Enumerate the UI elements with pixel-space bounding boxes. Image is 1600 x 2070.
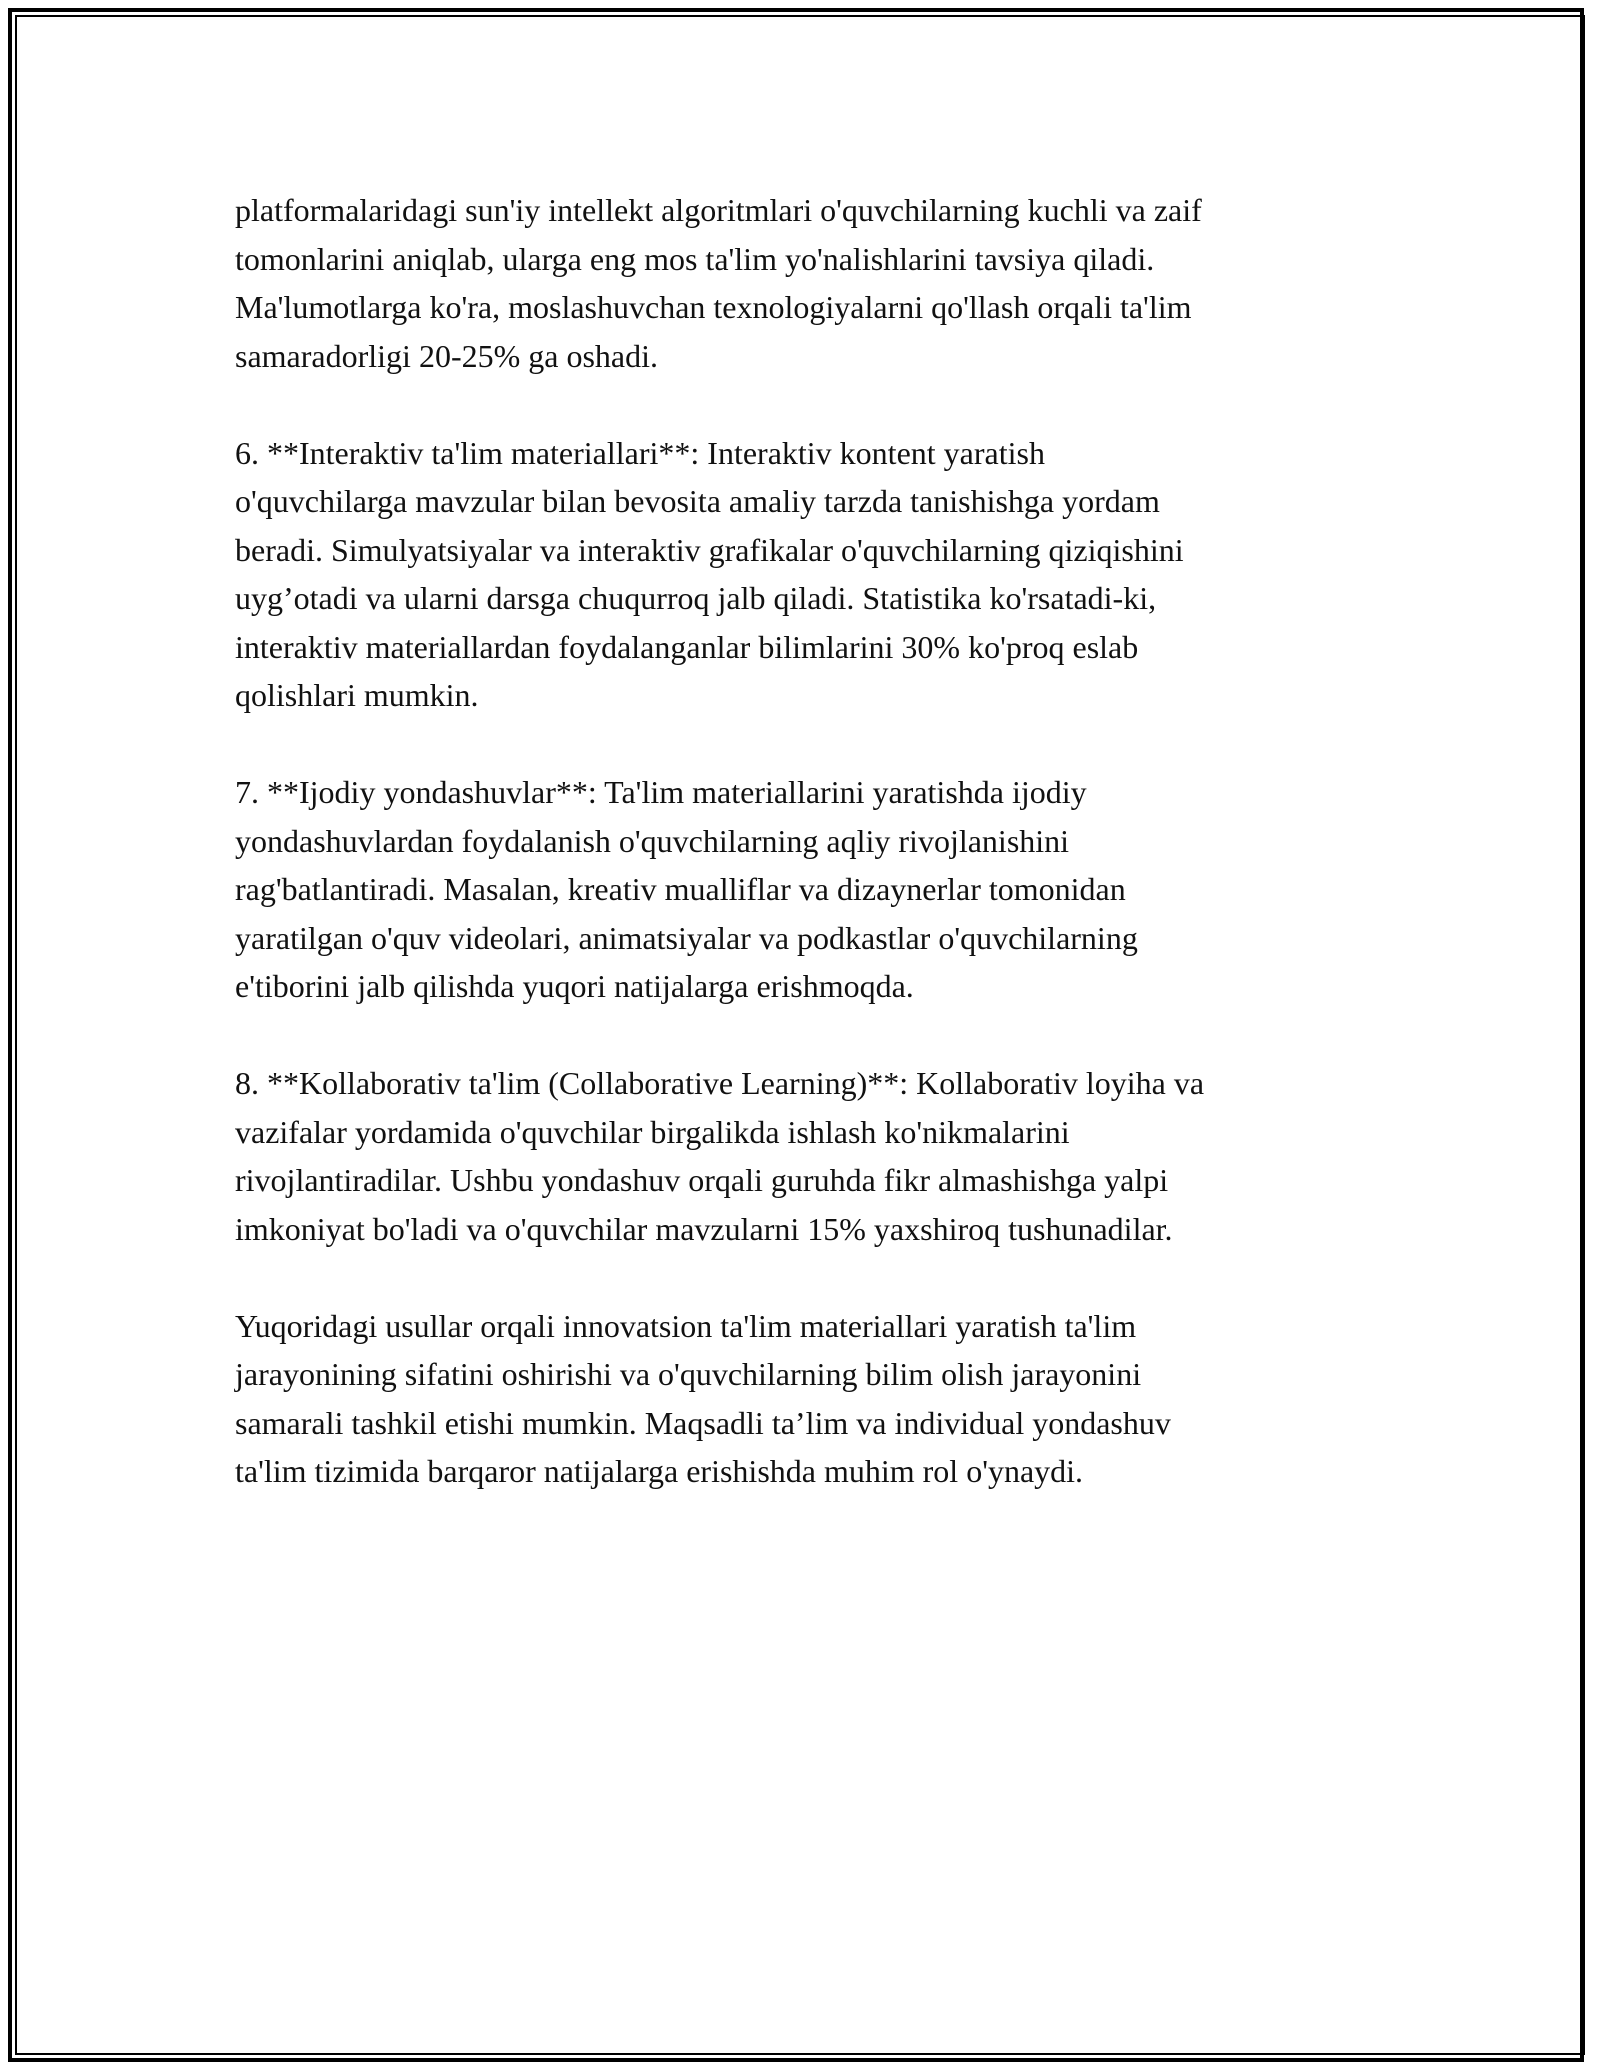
text-line: Yuqoridagi usullar orqali innovatsion ta'lim materiallari yaratish ta'lim xyxy=(235,1307,1137,1344)
text-line: beradi. Simulyatsiyalar va interaktiv grafikalar o'quvchilarning qiziqishini xyxy=(235,531,1184,568)
text-line: samaradorligi 20-25% ga oshadi. xyxy=(235,337,658,374)
text-line: vazifalar yordamida o'quvchilar birgalikda ishlash ko'nikmalarini xyxy=(235,1113,1070,1150)
text-line: uyg’otadi va ularni darsga chuqurroq jalb qiladi. Statistika ko'rsatadi-ki, xyxy=(235,580,1157,616)
paragraph-item-6 xyxy=(235,429,1365,720)
text-line: tomonlarini aniqlab, ularga eng mos ta'lim yo'nalishlarini tavsiya qiladi. xyxy=(235,240,1155,277)
text-line: e'tiborini jalb qilishda yuqori natijalarga erishmoqda. xyxy=(235,968,914,1004)
text-line: imkoniyat bo'ladi va o'quvchilar mavzularni 15% yaxshiroq tushunadilar. xyxy=(235,1210,1173,1247)
text-line: qolishlari mumkin. xyxy=(235,677,479,713)
text-line: 6. **Interaktiv ta'lim materiallari**: Interaktiv kontent yaratish xyxy=(235,434,1045,471)
text-line: ta'lim tizimida barqaror natijalarga erishishda muhim rol o'ynaydi. xyxy=(235,1453,1084,1489)
paragraph-conclusion xyxy=(235,1302,1365,1496)
text-line: rivojlantiradilar. Ushbu yondashuv orqali guruhda fikr almashishga yalpi xyxy=(235,1162,1169,1198)
text-line: interaktiv materiallardan foydalanganlar bilimlarini 30% ko'proq eslab xyxy=(235,628,1139,665)
text-line: o'quvchilarga mavzular bilan bevosita amaliy tarzda tanishishga yordam xyxy=(235,483,1160,519)
paragraph-intro-continued xyxy=(235,186,1365,380)
text-line: rag'batlantiradi. Masalan, kreativ mualliflar va dizaynerlar tomonidan xyxy=(235,871,1126,907)
text-line: jarayonining sifatini oshirishi va o'quvchilarning bilim olish jarayonini xyxy=(235,1356,1142,1392)
paragraph-item-8 xyxy=(235,1059,1365,1253)
text-line: 8. **Kollaborativ ta'lim (Collaborative Learning)**: Kollaborativ loyiha va xyxy=(235,1065,1205,1101)
text-line: platformalaridagi sun'iy intellekt algoritmlari o'quvchilarning kuchli va zaif xyxy=(235,192,1202,228)
text-line: yaratilgan o'quv videolari, animatsiyalar va podkastlar o'quvchilarning xyxy=(235,919,1138,956)
paragraph-item-7 xyxy=(235,768,1365,1011)
text-line: 7. **Ijodiy yondashuvlar**: Ta'lim materiallarini yaratishda ijodiy xyxy=(235,774,1087,810)
text-line: Ma'lumotlarga ko'ra, moslashuvchan texnologiyalarni qo'llash orqali ta'lim xyxy=(235,289,1192,325)
text-line: yondashuvlardan foydalanish o'quvchilarning aqliy rivojlanishini xyxy=(235,822,1070,859)
text-line: samarali tashkil etishi mumkin. Maqsadli ta’lim va individual yondashuv xyxy=(235,1404,1171,1441)
document-body xyxy=(235,186,1365,1544)
